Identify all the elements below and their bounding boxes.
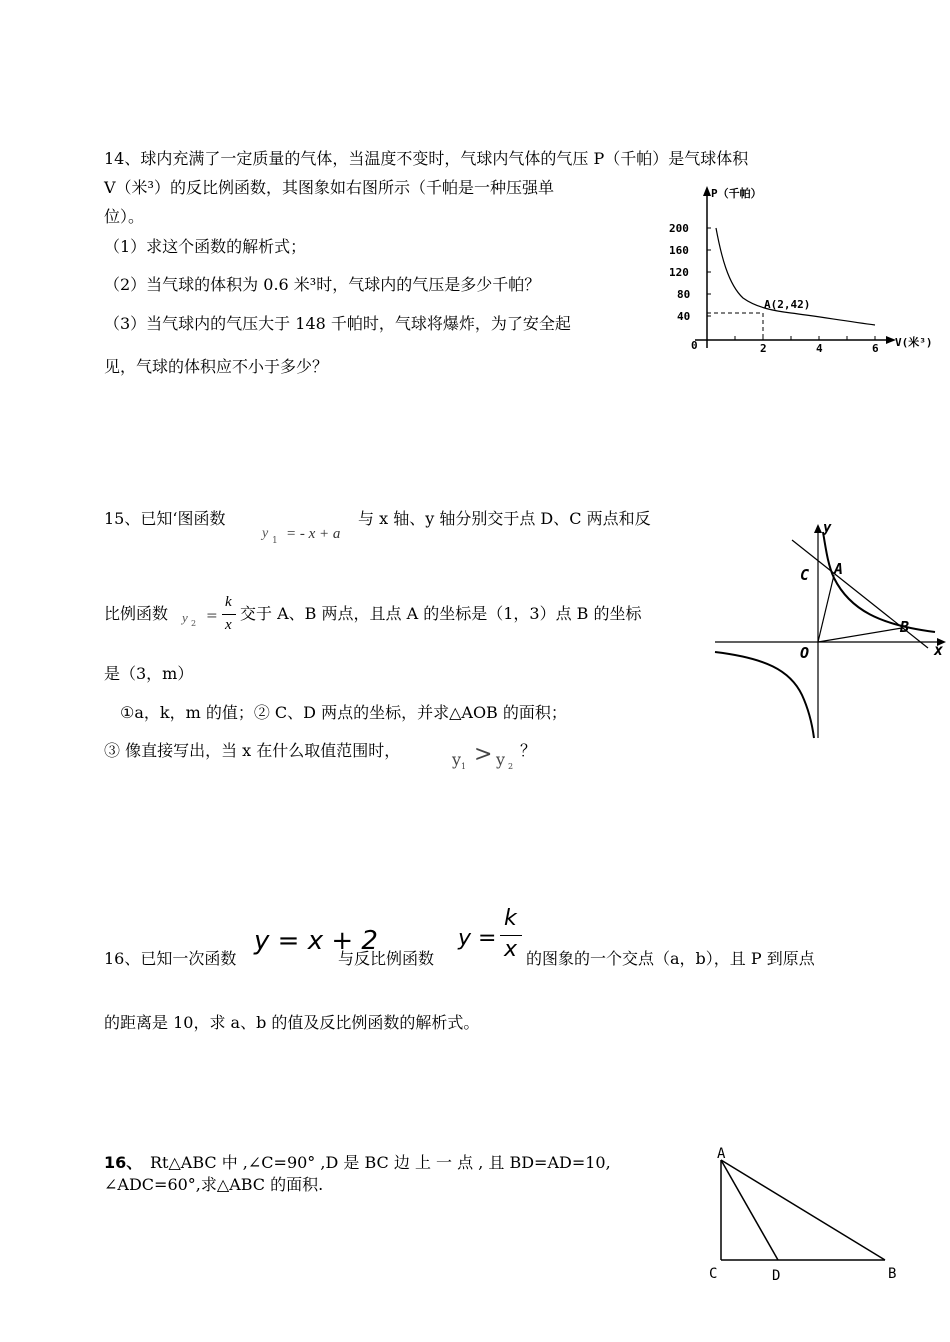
q15-line2-start: 比例函数 bbox=[104, 604, 169, 623]
segment-oa bbox=[818, 575, 834, 642]
q14-line1: 14、球内充满了一定质量的气体，当温度不变时，气球内气体的气压 P（千帕）是气球体积 bbox=[104, 149, 749, 168]
q14-line2: V（米³）的反比例函数，其图象如右图所示（千帕是一种压强单 bbox=[104, 178, 554, 197]
x-tick-label: 2 bbox=[760, 342, 767, 355]
q16a-line2: 的距离是 10，求 a、b 的值及反比例函数的解析式。 bbox=[104, 1013, 480, 1032]
q16a-inverse-equation: y = k x bbox=[458, 906, 526, 966]
q16a-prefix: 16、已知一次函数 bbox=[104, 949, 237, 968]
side-ab bbox=[721, 1160, 885, 1260]
x-tick-label: 0 bbox=[691, 339, 698, 352]
q14-sub3: （3）当气球内的气压大于 148 千帕时，气球将爆炸，为了安全起 bbox=[104, 314, 571, 333]
x-axis-label: x bbox=[934, 641, 944, 659]
q15-line1-end: 与 x 轴、y 轴分别交于点 D、C 两点和反 bbox=[358, 509, 651, 528]
y-axis-arrow bbox=[703, 186, 711, 196]
vertex-a-label: A bbox=[717, 1146, 726, 1162]
segment-ad bbox=[721, 1160, 778, 1260]
q14-line3: 位）。 bbox=[104, 207, 145, 226]
segment-ob bbox=[818, 628, 902, 642]
q15-sub1: ①a，k，m 的值；② C、D 两点的坐标，并求△AOB 的面积； bbox=[120, 703, 567, 722]
y-tick-label: 80 bbox=[677, 288, 691, 301]
q15-function-graph bbox=[710, 520, 950, 745]
y-tick-label: 40 bbox=[677, 310, 691, 323]
q15-inverse-equation: y 2 = k x bbox=[182, 592, 240, 638]
point-c-label: C bbox=[800, 566, 810, 584]
q15-line2-end: 交于 A、B 两点，且点 A 的坐标是（1，3）点 B 的坐标 bbox=[240, 604, 642, 623]
point-b-label: B bbox=[900, 618, 910, 636]
hyperbola-branch-3 bbox=[715, 652, 814, 738]
point-d-label: D bbox=[772, 1268, 781, 1284]
point-a-label: A bbox=[834, 560, 844, 578]
y-axis-label: y bbox=[823, 520, 832, 536]
hyperbola-branch-1 bbox=[823, 532, 935, 632]
y-axis-arrow bbox=[814, 524, 822, 533]
q14-pressure-volume-graph bbox=[665, 180, 950, 360]
y-tick-label: 160 bbox=[669, 244, 689, 257]
y-tick-label: 120 bbox=[669, 266, 689, 279]
origin-label: O bbox=[800, 644, 810, 662]
point-a-label: A(2,42) bbox=[764, 298, 811, 311]
q14-sub3-cont: 见，气球的体积应不小于多少？ bbox=[104, 357, 329, 376]
q14-sub2: （2）当气球的体积为 0.6 米³时，气球内的气压是多少千帕？ bbox=[104, 275, 541, 294]
x-tick-label: 4 bbox=[816, 342, 823, 355]
y-tick-label: 200 bbox=[669, 222, 689, 235]
q16b-number: 16、 bbox=[104, 1153, 143, 1172]
q16b-line2: ∠ADC=60°,求△ABC 的面积. bbox=[104, 1175, 324, 1194]
q16a-linear-equation: y = x + 2 bbox=[254, 926, 378, 956]
q16b-line1: Rt△ABC 中 ,∠C=90° ,D 是 BC 边 上 一 点 , 且 BD=AD=10, bbox=[150, 1153, 611, 1172]
y-axis-label: P（千帕） bbox=[711, 187, 762, 200]
vertex-b-label: B bbox=[888, 1266, 897, 1282]
q15-sub3-end: ？ bbox=[520, 741, 537, 760]
q16a-suffix: 的图象的一个交点（a，b），且 P 到原点 bbox=[526, 949, 815, 968]
q15-linear-equation: y 1 = - x + a bbox=[262, 526, 341, 546]
x-tick-label: 6 bbox=[872, 342, 879, 355]
q15-line1-start: 15、已知‘图函数 bbox=[104, 509, 226, 528]
q16b-triangle-figure bbox=[700, 1140, 910, 1290]
q15-line3: 是（3，m） bbox=[104, 664, 194, 683]
q16a-mid: 与反比例函数 bbox=[338, 949, 435, 968]
q15-inequality: y 1 > y 2 bbox=[452, 742, 514, 771]
x-axis-label: V(米³) bbox=[895, 336, 933, 349]
q15-sub3-start: ③ 像直接写出，当 x 在什么取值范围时， bbox=[104, 741, 401, 760]
vertex-c-label: C bbox=[709, 1266, 718, 1282]
q14-sub1: （1）求这个函数的解析式； bbox=[104, 237, 307, 256]
